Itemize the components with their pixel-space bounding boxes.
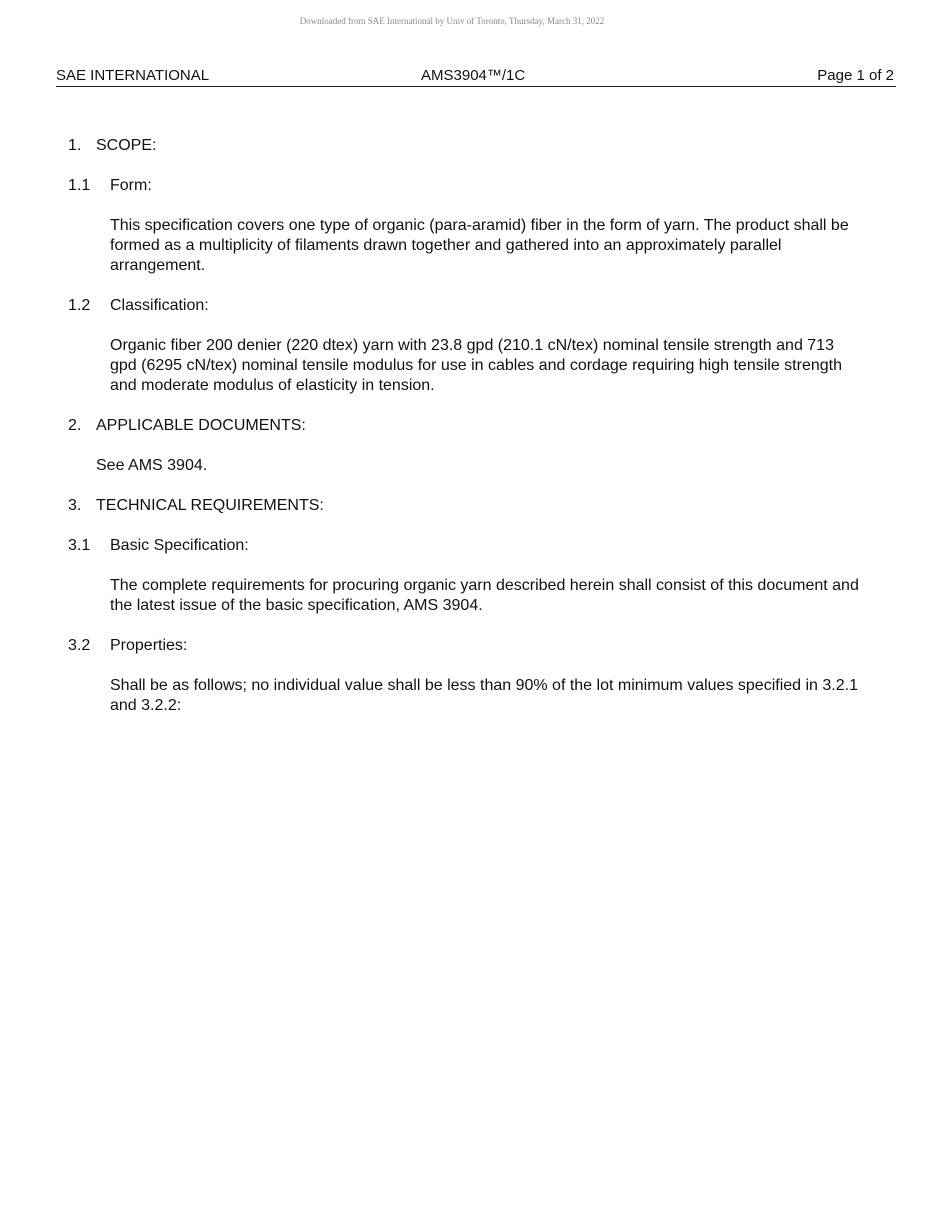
section-number: 2. <box>68 417 82 434</box>
section-title: Form: <box>110 177 152 194</box>
header-document-id: AMS3904™/1C <box>421 67 526 84</box>
section-title: SCOPE: <box>96 137 157 154</box>
section-2-heading <box>68 416 868 436</box>
section-1-1-paragraph: This specification covers one type of organic (para-aramid) fiber in the form of yarn. The product shall be formed as a multiplicity of filaments drawn together and gathered into an approximately parallel arrangement. <box>110 217 849 274</box>
header-page-number: Page 1 of 2 <box>817 67 894 84</box>
section-title: Properties: <box>110 637 188 654</box>
section-2-paragraph: See AMS 3904. <box>96 457 208 474</box>
section-title: APPLICABLE DOCUMENTS: <box>96 417 306 434</box>
section-3-1-paragraph: The complete requirements for procuring organic yarn described herein shall consist of this document and the latest issue of the basic specification, AMS 3904. <box>110 577 859 614</box>
download-watermark: Downloaded from SAE International by Univ of Toronto, Thursday, March 31, 2022 <box>299 16 605 26</box>
section-1-2-heading <box>68 296 868 316</box>
section-number: 3. <box>68 497 82 514</box>
section-3-2-heading <box>68 636 868 656</box>
section-3-1-heading <box>68 536 868 556</box>
section-number: 1.2 <box>68 297 91 314</box>
section-1-1-heading <box>68 176 868 196</box>
section-title: TECHNICAL REQUIREMENTS: <box>96 497 324 514</box>
section-3-heading <box>68 496 868 516</box>
section-1-2-paragraph: Organic fiber 200 denier (220 dtex) yarn with 23.8 gpd (210.1 cN/tex) nominal tensile strength and 713 gpd (6295 cN/tex) nominal tensile modulus for use in cables and cordage requiring high tensile strength and moderate modulus of elasticity in tension. <box>110 337 842 394</box>
document-body <box>68 136 868 736</box>
section-title: Classification: <box>110 297 209 314</box>
section-number: 1. <box>68 137 82 154</box>
header-organization: SAE INTERNATIONAL <box>56 67 210 84</box>
section-3-2-paragraph: Shall be as follows; no individual value shall be less than 90% of the lot minimum values specified in 3.2.1 and 3.2.2: <box>110 677 858 714</box>
section-number: 3.2 <box>68 637 91 654</box>
section-number: 1.1 <box>68 177 91 194</box>
page-header <box>56 66 896 87</box>
section-1-heading <box>68 136 868 156</box>
section-number: 3.1 <box>68 537 91 554</box>
section-title: Basic Specification: <box>110 537 249 554</box>
